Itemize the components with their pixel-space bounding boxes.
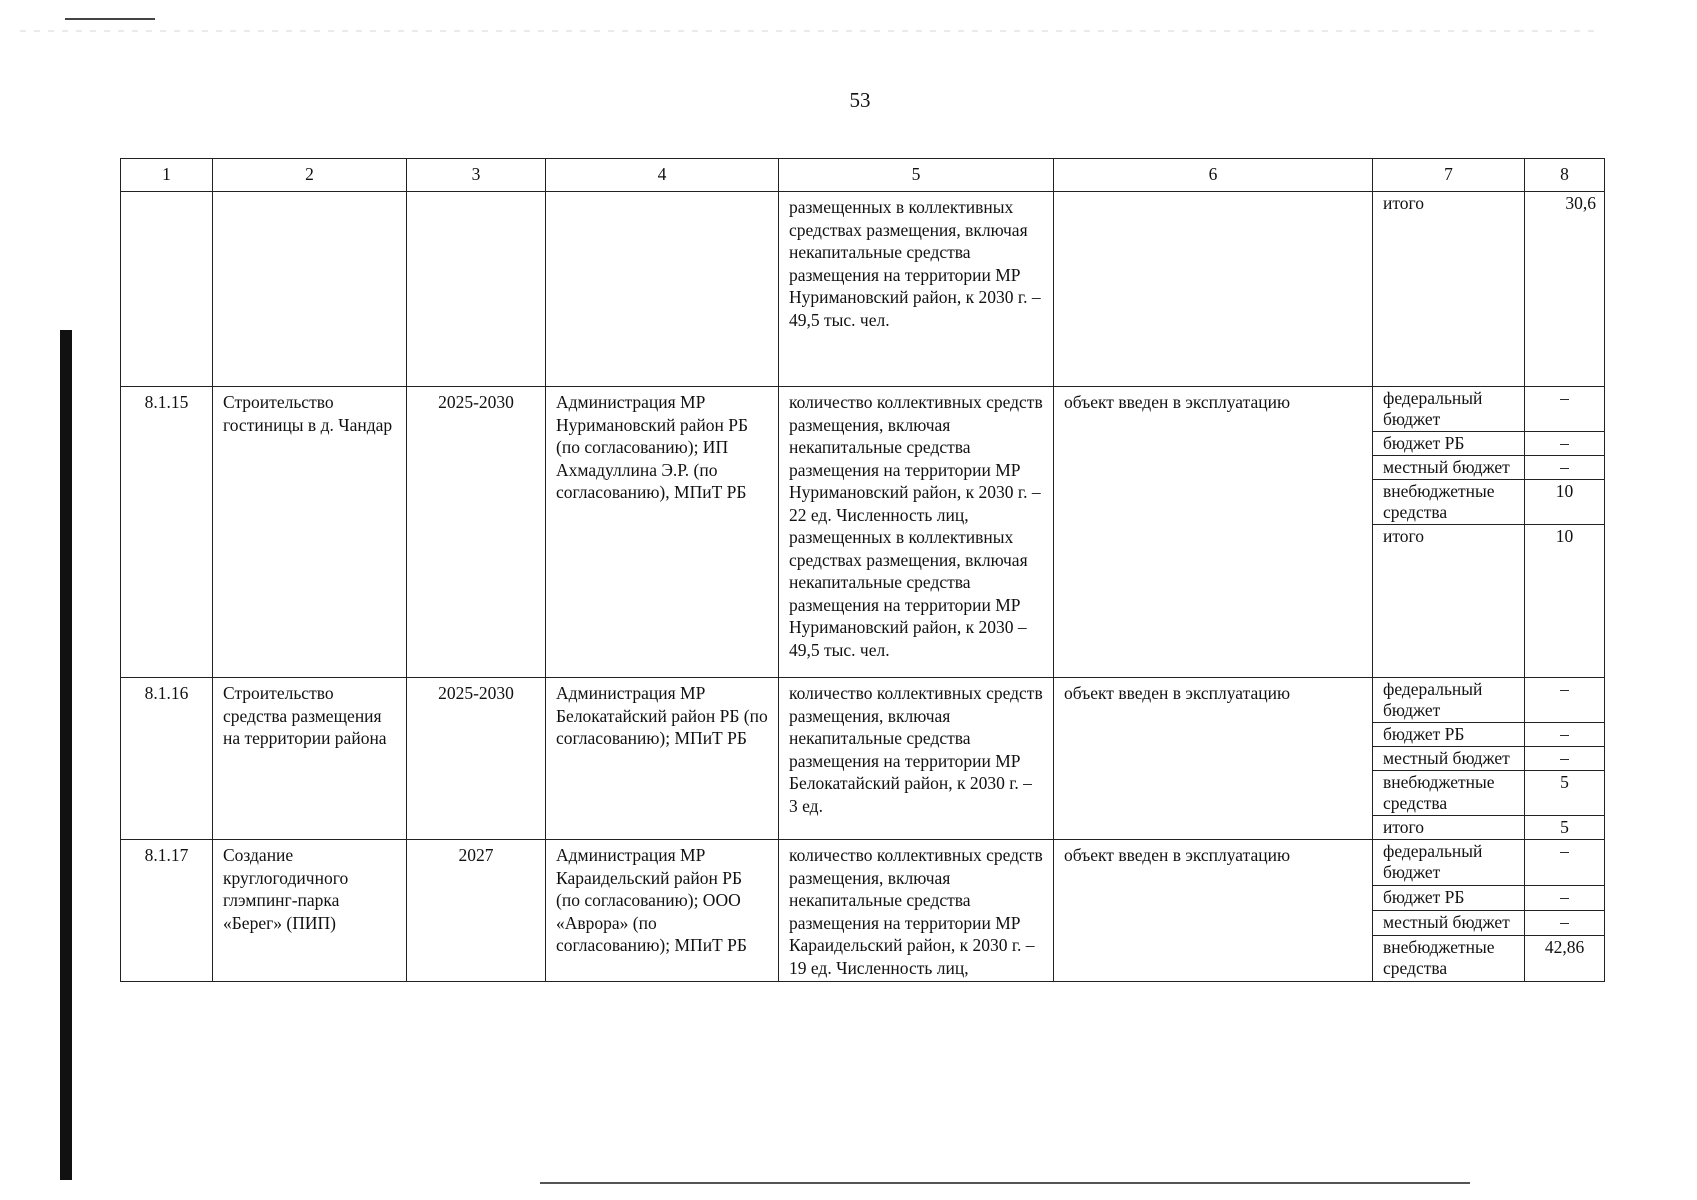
table-row: [121, 387, 1605, 432]
cell-funding-value: 30,6: [1525, 192, 1605, 387]
cell-indicator: количество коллективных средств размещения, включая некапитальные средства размещения на территории МР Караидельский район, к 2030 г. – 19 ед. Численность лиц,: [779, 840, 1054, 982]
scan-artifact-dots: [20, 30, 1600, 32]
cell-period: [407, 192, 546, 387]
cell-funding-value: –: [1525, 456, 1605, 480]
cell-funding-source: внебюджетные средства: [1373, 480, 1525, 525]
cell-funding-source: федеральный бюджет: [1373, 678, 1525, 723]
cell-period: 2025-2030: [407, 678, 546, 840]
cell-funding-source: местный бюджет: [1373, 910, 1525, 935]
column-header: 2: [213, 159, 407, 192]
cell-period: 2025-2030: [407, 387, 546, 678]
cell-result: объект введен в эксплуатацию: [1054, 840, 1373, 982]
table-row: [121, 678, 1605, 723]
scan-artifact-left-bar: [60, 330, 72, 1180]
cell-name: Создание круглогодичного глэмпинг-парка «Берег» (ПИП): [213, 840, 407, 982]
column-header: 7: [1373, 159, 1525, 192]
cell-funding-value: –: [1525, 886, 1605, 911]
column-header: 5: [779, 159, 1054, 192]
cell-funding-value: –: [1525, 678, 1605, 723]
cell-funding-source: местный бюджет: [1373, 747, 1525, 771]
cell-funding-source: федеральный бюджет: [1373, 840, 1525, 886]
activities-table: [120, 158, 1605, 982]
cell-indicator: количество коллективных средств размещения, включая некапитальные средства размещения на территории МР Нуримановский район, к 2030 г. – 22 ед. Численность лиц, размещенных в коллективных средствах размещения, включая некапитальные средства размещения на территории МР Нуримановский район, к 2030 – 49,5 тыс. чел.: [779, 387, 1054, 678]
cell-funding-value: 5: [1525, 816, 1605, 840]
column-header: 6: [1054, 159, 1373, 192]
cell-funding-value: –: [1525, 387, 1605, 432]
cell-result: объект введен в эксплуатацию: [1054, 387, 1373, 678]
page-number: 53: [849, 88, 871, 112]
scan-artifact-bottom-line: [540, 1182, 1470, 1184]
column-header: 4: [546, 159, 779, 192]
cell-num: 8.1.15: [121, 387, 213, 678]
cell-executor: Администрация МР Нуримановский район РБ (по согласованию); ИП Ахмадуллина Э.Р. (по согласованию), МПиТ РБ: [546, 387, 779, 678]
column-header: 3: [407, 159, 546, 192]
column-header: 1: [121, 159, 213, 192]
cell-funding-source: бюджет РБ: [1373, 432, 1525, 456]
cell-funding-value: 10: [1525, 480, 1605, 525]
cell-funding-source: итого: [1373, 192, 1525, 387]
cell-funding-source: внебюджетные средства: [1373, 771, 1525, 816]
cell-funding-value: –: [1525, 840, 1605, 886]
cell-name: Строительство гостиницы в д. Чандар: [213, 387, 407, 678]
column-header: 8: [1525, 159, 1605, 192]
cell-funding-source: бюджет РБ: [1373, 723, 1525, 747]
cell-executor: Администрация МР Белокатайский район РБ (по согласованию); МПиТ РБ: [546, 678, 779, 840]
cell-funding-source: федеральный бюджет: [1373, 387, 1525, 432]
cell-executor: Администрация МР Караидельский район РБ (по согласованию); ООО «Аврора» (по согласованию); МПиТ РБ: [546, 840, 779, 982]
cell-period: 2027: [407, 840, 546, 982]
cell-indicator: количество коллективных средств размещения, включая некапитальные средства размещения на территории МР Белокатайский район, к 2030 г. – 3 ед.: [779, 678, 1054, 840]
cell-funding-value: –: [1525, 910, 1605, 935]
cell-funding-value: 5: [1525, 771, 1605, 816]
cell-funding-source: внебюджетные средства: [1373, 935, 1525, 981]
cell-funding-source: местный бюджет: [1373, 456, 1525, 480]
cell-funding-source: итого: [1373, 525, 1525, 678]
table-row: [121, 840, 1605, 886]
cell-result: [1054, 192, 1373, 387]
scan-artifact-top-line: [65, 18, 155, 20]
cell-name: [213, 192, 407, 387]
cell-funding-value: –: [1525, 747, 1605, 771]
table-row-continuation: [121, 192, 1605, 387]
cell-executor: [546, 192, 779, 387]
cell-funding-source: итого: [1373, 816, 1525, 840]
cell-funding-value: –: [1525, 432, 1605, 456]
cell-funding-source: бюджет РБ: [1373, 886, 1525, 911]
cell-funding-value: –: [1525, 723, 1605, 747]
cell-num: 8.1.16: [121, 678, 213, 840]
cell-result: объект введен в эксплуатацию: [1054, 678, 1373, 840]
cell-funding-value: 42,86: [1525, 935, 1605, 981]
column-numbers-row: [121, 159, 1605, 192]
cell-num: 8.1.17: [121, 840, 213, 982]
cell-indicator: размещенных в коллективных средствах размещения, включая некапитальные средства размещения на территории МР Нуримановский район, к 2030 г. – 49,5 тыс. чел.: [779, 192, 1054, 387]
cell-num: [121, 192, 213, 387]
cell-funding-value: 10: [1525, 525, 1605, 678]
cell-name: Строительство средства размещения на территории района: [213, 678, 407, 840]
